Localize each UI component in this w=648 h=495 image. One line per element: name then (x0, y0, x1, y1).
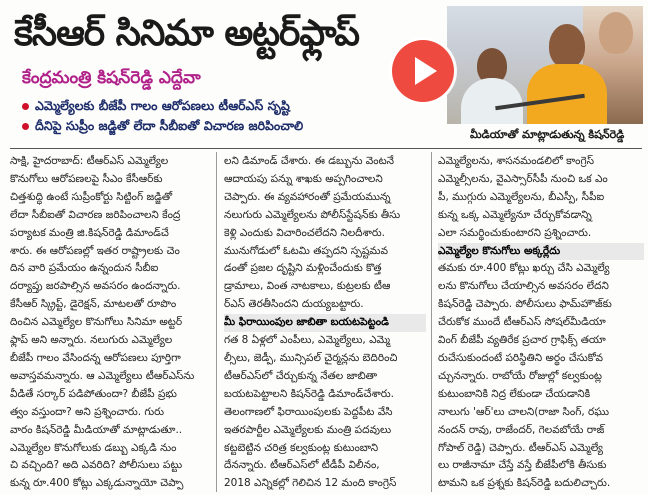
body-line: ఫ్లాప్ అని అన్నారు. నలుగురు ఎమ్మెల్యేల (10, 334, 173, 347)
body-line: వారం కిషన్‌రెడ్డి మీడియాతో మాట్లాడుతూ.. (10, 423, 183, 436)
body-line: సాక్షి, హైదరాబాద్: టీఆర్‌ఎస్ ఎమ్మెల్యేల (10, 155, 169, 167)
bullet-item (22, 116, 442, 136)
body-line: కుటుంబానికి నిద్ర లేకుండా చేయడానికి (438, 387, 591, 400)
body-line: అవాస్తవమన్నారు. ఆ ఎమ్మెల్యేలు టీఆర్‌ఎస్‌ను (10, 369, 195, 382)
column-divider (216, 152, 217, 492)
body-line: వింగ్ బీజేపీ వ్యతిరేక ప్రచార గ్రాఫిక్స్ తయా (438, 334, 606, 347)
body-line: ర్‌ఎస్ తెరతీసిందని దుయ్యబట్టారు. (224, 298, 364, 311)
bullet-text: దీనిపై సుప్రీం జడ్జితో లేదా సీబీఐతో విచారణ జరిపించాలి (35, 118, 304, 133)
body-line: డ్రామాలు, వింత నాటకాలు, కుట్రలకు టీఆ (224, 280, 391, 293)
body-line: కున్న ఒక్క ఎమ్మెల్యేనూ చేర్చుకోవడాన్ని (438, 208, 592, 221)
headline: కేసీఆర్ సినిమా అట్టర్‌ఫ్లాప్ (14, 13, 359, 54)
body-line: ఎలా సమర్థించుకుంటారని ప్రశ్నించారు. (438, 226, 592, 239)
body-line: చేరుకోక ముందే టీఆర్‌ఎస్ సోషల్‌మీడియా (438, 316, 606, 329)
body-line: చిత్తశుద్ధి ఉంటే సుప్రీంకోర్టు సిట్టింగ్ జడ్జితో (10, 190, 173, 203)
body-line: వీడితే సర్కార్ పడిపోతుందా? బీజేపీ ప్రభు (10, 387, 177, 400)
body-line: కిషన్‌రెడ్డి చెప్పారు. పోలీసులు ఫామ్‌హౌజ్‌కు (438, 298, 612, 311)
body-line: చెప్పారు. ఈ వ్యవహారంతో ప్రమేయమున్న (224, 190, 391, 203)
body-line: 2018 ఎన్నికల్లో గెలిచిన 12 మంది కాంగ్రెస్ (224, 477, 397, 490)
body-line: పీ, ముగ్గురు ఎమ్మెల్యేలను, బీఎస్పీ, సీపీఐ (438, 190, 605, 203)
body-line: నాలుగు 'ఆర్'లు చాలని(రాజా సింగ్, రఘు (438, 405, 609, 418)
body-line: దర్యాప్తు జరపాల్సిన అవసరం ఉందన్నారు. (10, 280, 181, 293)
body-line: గోపాల్ రెడ్డి) చెప్పారు. టీఆర్‌ఎస్ ఎమ్మెల్యే (438, 441, 603, 454)
play-icon[interactable] (392, 40, 454, 102)
body-line: చి వచ్చింది? అది ఎవరిది? పోలీసులు పట్టు (10, 459, 183, 472)
article-column-3 (438, 153, 644, 493)
body-line: ఇతరపార్టీల ఎమ్మెల్యేలకు మంత్రి పదవులు (224, 423, 392, 436)
body-line: టామని ఒక ప్రశ్నకు కిషన్‌రెడ్డి బదులిచ్చారు. (438, 477, 611, 490)
body-line: లని డిమాండ్ చేశారు. ఈ డబ్బును వెంటనే (224, 155, 395, 167)
body-line: కట్టబెట్టిన చరిత్ర కల్వకుంట్ల కుటుంబాని (224, 441, 379, 454)
body-line: కొనుగోలు ఆరోపణలపై సీఎం కేసీఆర్‌కు (10, 172, 163, 185)
body-line: పర్యాటక మంత్రి జి.కిషన్‌రెడ్డి డిమాండ్‌చే (10, 226, 169, 239)
divider (10, 148, 642, 149)
bullet-text: ఎమ్మెల్యేలకు బీజేపీ గాలం ఆరోపణలు టీఆర్‌ఎస్ సృష్టి (35, 98, 290, 113)
photo-caption: మీడియాతో మాట్లాడుతున్న కిషన్‌రెడ్డి (470, 128, 625, 141)
body-line: నలుగురు ఎమ్మెల్యేలను పోలీస్‌స్టేషన్‌కు తీసు (224, 208, 401, 221)
body-line: కున్న రూ.400 కోట్లు ఎక్కడున్నాయో చెప్పా (10, 477, 184, 490)
body-line: బీజేపీ గాలం వేసిందన్న ఆరోపణలు పూర్తిగా (10, 351, 181, 364)
subheading: ఎమ్మెల్యేల కొనుగోలు అక్కర్లేదు (438, 243, 644, 261)
body-line: రుచేసుకుందంటే పరిస్థితిని అర్థం చేసుకోవ (438, 351, 604, 364)
body-line: ఎమ్మెల్యేలను, శాసనమండలిలో కాంగ్రెస్ (438, 155, 594, 167)
body-line: దేనన్నారు. టీఆర్‌ఎస్‌లో టీడీపీ విలీనం, (224, 459, 380, 472)
column-divider (431, 152, 432, 492)
body-line: దిన వారి ప్రమేయం ఉన్నందున సీబీఐ (10, 262, 159, 275)
bullet-dot-icon (22, 103, 29, 110)
body-line: లు రాజీనామా చేస్తే వస్తే బీజేపీలోకి తీసుకు (438, 459, 607, 472)
body-line: కెళ్లి ఎందుకు విచారించలేదని నిలదీశారు. (224, 226, 386, 239)
body-line: దించిన ఎమ్మెల్యేల కొనుగోలు సినిమా అట్టర్ (10, 316, 183, 329)
deck: కేంద్రమంత్రి కిషన్‌రెడ్డి ఎద్దేవా (22, 68, 201, 88)
body-line: తమకు రూ.400 కోట్లు ఖర్చు చేసి ఎమ్మెల్యే (438, 262, 610, 275)
body-line: లేదా సీబీఐతో విచారణ జరిపించాలని కేంద్ర (10, 208, 181, 221)
bullet-dot-icon (22, 123, 29, 130)
body-line: గత 8 ఏళ్లలో ఎంపీలు, ఎమ్మెల్యేలు, ఎమ్మె (224, 334, 391, 347)
body-line: ఎమ్మెల్సీలను, వైఎస్సార్‌సీపీ నుంచి ఒక ఎం (438, 172, 608, 185)
article-column-1 (10, 153, 210, 493)
body-line: శారు. ఈ ఆరోపణల్లో ఇతర రాష్ట్రాలకు చెం (10, 244, 180, 257)
article-column-2 (224, 153, 426, 493)
body-line: నందన్ రావు, రాజేందర్, గెలవబోయే రాజ్ (438, 423, 605, 436)
body-line: ఆదాయపు పన్ను శాఖకు అప్పగించాలని (224, 172, 383, 185)
body-line: డంతో ప్రజల దృష్టిని మళ్లించేందుకు కొత్త (224, 262, 382, 275)
body-line: ల్సీలు, జెడ్పీ, మున్సిపల్ చైర్మన్లను బెదిరించి (224, 351, 398, 364)
bullet-list (22, 96, 442, 136)
body-line: బయటపెట్టాలని కిషన్‌రెడ్డి డిమాండ్‌చేశారు. (224, 387, 394, 400)
bullet-item (22, 96, 442, 116)
person-left (461, 48, 523, 124)
body-line: మునుగోడులో ఓటమి తప్పదని స్పష్టమవ (224, 244, 388, 257)
body-line: కేసీఆర్ స్క్రిప్ట్, డైరెక్షన్, మాటలతో రూపొం (10, 298, 177, 311)
body-line: టీఆర్‌ఎస్‌లో చేర్చుకున్న నేతల జాబితా (224, 369, 378, 382)
news-photo (447, 6, 643, 124)
person-speaking (527, 24, 607, 124)
body-line: ఎమ్మెల్యేల కొనుగోలుకు డబ్బు ఎక్కడి నుం (10, 441, 177, 454)
body-line: తెలంగాణలో ఫిరాయింపులకు పెద్దపీట వేసి (224, 405, 393, 418)
body-line: లను కొనుగోలు చేయాల్సిన అవసరం లేదని (438, 280, 609, 293)
body-line: త్వం వస్తుందా? అని ప్రశ్నించారు. గురు (10, 405, 165, 418)
subheading: మీ ఫిరాయింపుల జాబితా బయటపెట్టండి (224, 314, 426, 332)
body-line: చ్చునన్నారు. రాబోయే రోజుల్లో కల్వకుంట్ల (438, 369, 603, 382)
